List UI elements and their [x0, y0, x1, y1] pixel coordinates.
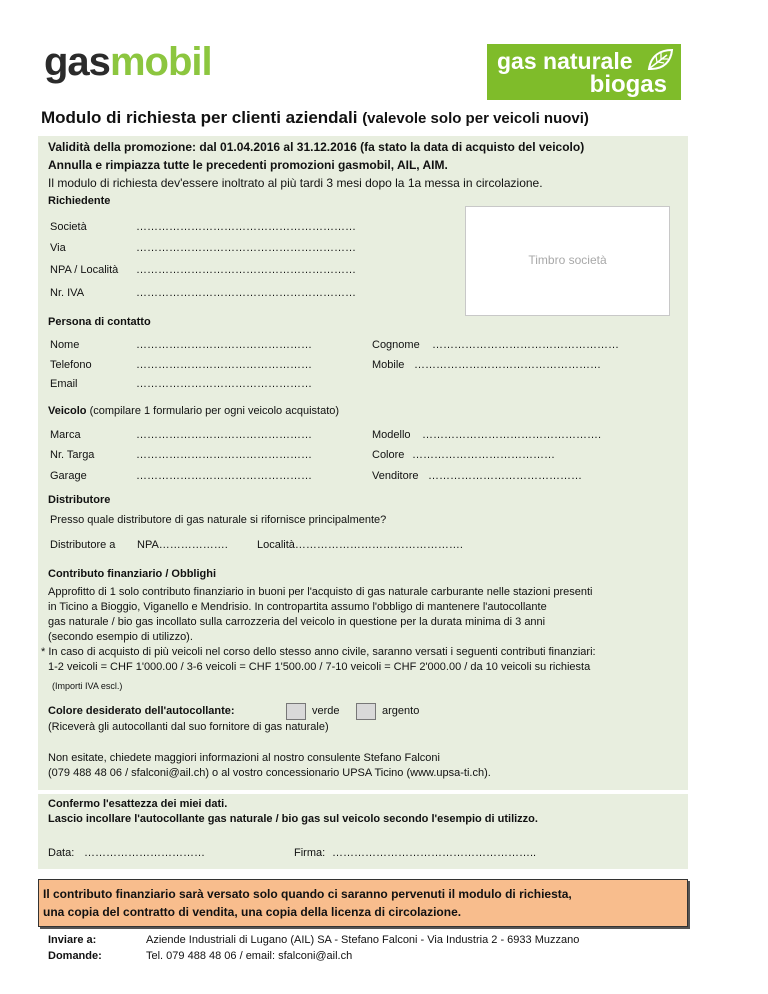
modello-label: Modello [372, 429, 411, 441]
notice-line-1: Il contributo finanziario sarà versato solo quando ci saranno pervenuti il modulo di richiesta, [43, 887, 572, 901]
contributo-text-2: in Ticino a Bioggio, Viganello e Mendrisio. In contropartita assumo l'obbligo di mantenere l'autocollante [48, 601, 547, 613]
validity-text: Validità della promozione: dal 01.04.2016 al 31.12.2016 (fa stato la data di acquisto del veicolo) [48, 140, 585, 154]
confirm-text-1: Confermo l'esattezza dei miei dati. [48, 798, 228, 810]
deadline-text: Il modulo di richiesta dev'essere inoltrato al più tardi 3 mesi dopo la 1a messa in circolazione. [48, 176, 543, 190]
via-field[interactable]: …………………………………………………… [136, 242, 356, 254]
badge-line2: biogas [589, 71, 667, 98]
venditore-label: Venditore [372, 470, 419, 482]
veicolo-title: Veicolo [48, 405, 87, 417]
npa-localita-label: NPA / Località [50, 264, 119, 276]
nome-field[interactable]: ………………………………………… [136, 339, 312, 351]
distributore-question: Presso quale distributore di gas naturale si rifornisce principalmente? [50, 514, 387, 526]
argento-checkbox[interactable] [356, 703, 376, 720]
firma-field[interactable]: ……………………………………………….. [332, 847, 537, 859]
contributo-text-1: Approfitto di 1 solo contributo finanziario in buoni per l'acquisto di gas naturale carburante nelle stazioni presenti [48, 586, 593, 598]
gas-naturale-biogas-badge [487, 44, 681, 100]
logo-mobil: mobil [109, 40, 212, 84]
domande-value: Tel. 079 488 48 06 / email: sfalconi@ail.ch [146, 950, 353, 962]
inviare-label: Inviare a: [48, 934, 97, 946]
leaf-icon [645, 47, 675, 73]
cognome-label: Cognome [372, 339, 420, 351]
domande-label: Domande: [48, 950, 102, 962]
info-text-1: Non esitate, chiedete maggiori informazioni al nostro consulente Stefano Falconi [48, 752, 440, 764]
colore-label: Colore [372, 449, 405, 461]
verde-label: verde [312, 705, 340, 717]
societa-label: Società [50, 221, 87, 233]
cognome-field[interactable]: …………………………………………… [432, 339, 619, 351]
npa-localita-field[interactable]: …………………………………………………… [136, 264, 356, 276]
contributo-text-6: 1-2 veicoli = CHF 1'000.00 / 3-6 veicoli = CHF 1'500.00 / 7-10 veicoli = CHF 2'000.00 / da 10 veicoli su richiesta [48, 661, 591, 673]
telefono-label: Telefono [50, 359, 92, 371]
marca-label: Marca [50, 429, 81, 441]
distributore-label: Distributore a [50, 539, 116, 551]
gasmobil-logo [44, 40, 212, 85]
data-field[interactable]: …………………………… [84, 847, 205, 859]
mobile-label: Mobile [372, 359, 405, 371]
logo-gas: gas [44, 40, 110, 84]
stamp-label: Timbro società [528, 253, 607, 267]
title-sub: (valevole solo per veicoli nuovi) [362, 110, 589, 127]
marca-field[interactable]: ………………………………………… [136, 429, 312, 441]
modello-field[interactable]: …………………………………………. [422, 429, 602, 441]
notice-line-2: una copia del contratto di vendita, una copia della licenza di circolazione. [43, 905, 462, 919]
contributo-text-4: (secondo esempio di utilizzo). [48, 631, 193, 643]
firma-label: Firma: [294, 847, 326, 859]
info-text-2: (079 488 48 06 / sfalconi@ail.ch) o al vostro concessionario UPSA Ticino (www.upsa-ti.ch). [48, 767, 491, 779]
distributore-title: Distributore [48, 494, 111, 506]
sticker-note: (Riceverà gli autocollanti dal suo fornitore di gas naturale) [48, 721, 329, 733]
verde-checkbox[interactable] [286, 703, 306, 720]
targa-field[interactable]: ………………………………………… [136, 449, 312, 461]
page-title [41, 108, 589, 128]
contributo-title: Contributo finanziario / Obblighi [48, 568, 217, 580]
distributore-npa-field[interactable]: NPA………………. [137, 539, 228, 551]
nome-label: Nome [50, 339, 80, 351]
garage-field[interactable]: ………………………………………… [136, 470, 312, 482]
data-label: Data: [48, 847, 75, 859]
contatto-title: Persona di contatto [48, 316, 151, 328]
contributo-text-3: gas naturale / bio gas incollato sulla carrozzeria del veicolo in questione per la durata minima di 3 anni [48, 616, 546, 628]
veicolo-title-row [48, 405, 339, 417]
confirm-text-2: Lascio incollare l'autocollante gas naturale / bio gas sul veicolo secondo l'esempio di utilizzo. [48, 813, 538, 825]
sticker-color-title: Colore desiderato dell'autocollante: [48, 705, 235, 717]
iva-field[interactable]: …………………………………………………… [136, 287, 356, 299]
company-stamp-box [465, 206, 670, 316]
venditore-field[interactable]: …………………………………… [428, 470, 582, 482]
inviare-value: Aziende Industriali di Lugano (AIL) SA - Stefano Falconi - Via Industria 2 - 6933 Muzzano [146, 934, 580, 946]
replace-text: Annulla e rimpiazza tutte le precedenti promozioni gasmobil, AIL, AIM. [48, 158, 448, 172]
societa-field[interactable]: …………………………………………………… [136, 221, 356, 233]
richiedente-title: Richiedente [48, 195, 111, 207]
telefono-field[interactable]: ………………………………………… [136, 359, 312, 371]
distributore-localita-field[interactable]: Località………………………………………. [257, 539, 463, 551]
argento-label: argento [382, 705, 420, 717]
contributo-text-5: * In caso di acquisto di più veicoli nel corso dello stesso anno civile, saranno versati i seguenti contributi finanziari: [41, 646, 596, 658]
colore-field[interactable]: ………………………………… [412, 449, 555, 461]
garage-label: Garage [50, 470, 87, 482]
veicolo-note: (compilare 1 formulario per ogni veicolo acquistato) [89, 405, 340, 417]
mobile-field[interactable]: …………………………………………… [414, 359, 601, 371]
payment-notice-box [38, 879, 688, 927]
iva-note: (Importi IVA escl.) [52, 681, 123, 691]
email-label: Email [50, 378, 78, 390]
title-main: Modulo di richiesta per clienti aziendali [41, 108, 358, 127]
badge-line1: gas naturale [497, 48, 633, 74]
via-label: Via [50, 242, 66, 254]
email-field[interactable]: ………………………………………… [136, 378, 312, 390]
targa-label: Nr. Targa [50, 449, 95, 461]
iva-label: Nr. IVA [50, 287, 85, 299]
